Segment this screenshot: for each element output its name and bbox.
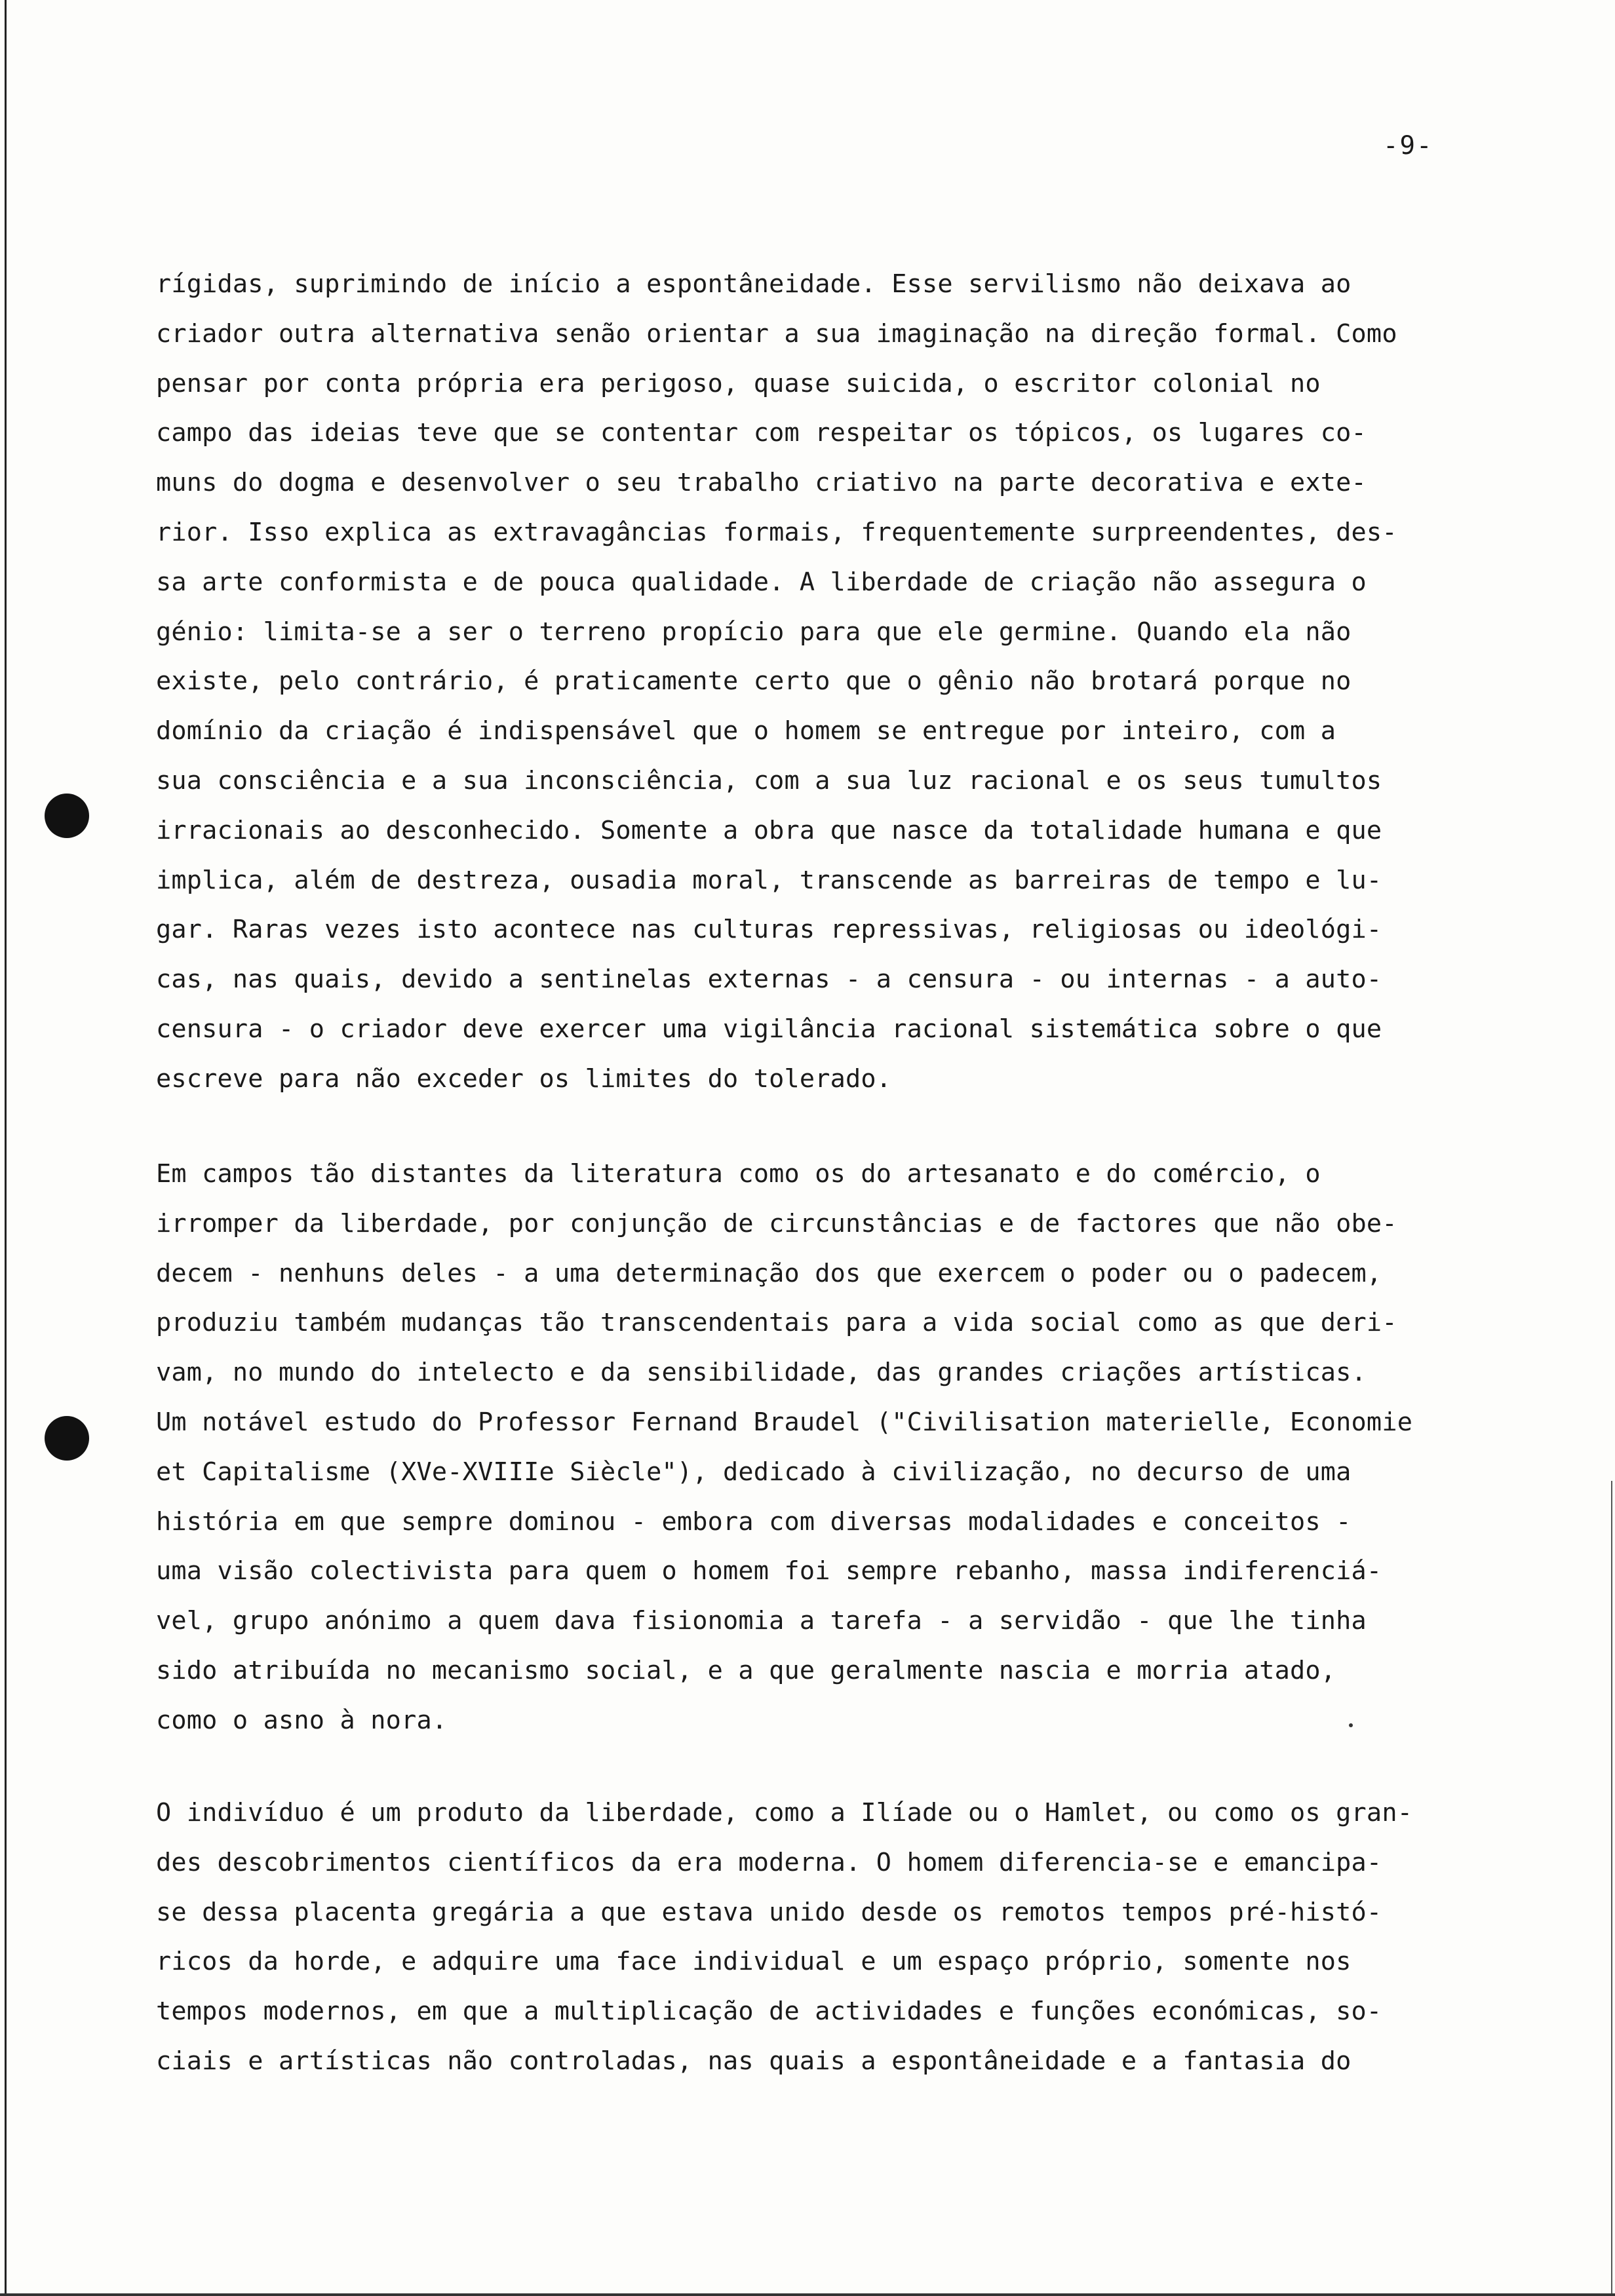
- text-line: domínio da criação é indispensável que o homem se entregue por inteiro, com a: [156, 716, 1336, 746]
- text-line: tempos modernos, em que a multiplicação de actividades e funções económicas, so-: [156, 1997, 1382, 2027]
- text-line: O indivíduo é um produto da liberdade, como a Ilíade ou o Hamlet, ou como os gran-: [156, 1798, 1413, 1827]
- text-line: censura - o criador deve exercer uma vigilância racional sistemática sobre o que: [156, 1014, 1382, 1044]
- right-edge-line: [1611, 1481, 1612, 2296]
- text-line: como o asno à nora.: [156, 1705, 448, 1735]
- text-line: ricos da horde, e adquire uma face individual e um espaço próprio, somente nos: [156, 1947, 1352, 1977]
- bottom-edge-line: [0, 2293, 1615, 2296]
- text-line: rígidas, suprimindo de início a espontâneidade. Esse servilismo não deixava ao: [156, 269, 1352, 299]
- text-line: rior. Isso explica as extravagâncias formais, frequentemente surpreendentes, des-: [156, 517, 1397, 547]
- text-line: campo das ideias teve que se contentar com respeitar os tópicos, os lugares co-: [156, 418, 1367, 448]
- text-line: sua consciência e a sua inconsciência, com a sua luz racional e os seus tumultos: [156, 765, 1382, 795]
- left-margin-line: [5, 0, 7, 2296]
- text-line: cas, nas quais, devido a sentinelas externas - a censura - ou internas - a auto-: [156, 965, 1382, 995]
- text-line: pensar por conta própria era perigoso, quase suicida, o escritor colonial no: [156, 368, 1321, 398]
- paragraph-1: [156, 259, 1552, 1104]
- text-line: produziu também mudanças tão transcendentais para a vida social como as que deri-: [156, 1308, 1397, 1338]
- text-line: irracionais ao desconhecido. Somente a obra que nasce da totalidade humana e que: [156, 815, 1382, 845]
- text-line: irromper da liberdade, por conjunção de circunstâncias e de factores que não obe-: [156, 1208, 1397, 1238]
- text-line: escreve para não exceder os limites do tolerado.: [156, 1063, 892, 1094]
- text-line: se dessa placenta gregária a que estava unido desde os remotos tempos pré-histó-: [156, 1897, 1382, 1927]
- text-line: vel, grupo anónimo a quem dava fisionomia a tarefa - a servidão - que lhe tinha: [156, 1606, 1367, 1636]
- text-line: sa arte conformista e de pouca qualidade. A liberdade de criação não assegura o: [156, 567, 1367, 597]
- text-line: criador outra alternativa senão orientar a sua imaginação na direção formal. Como: [156, 318, 1397, 349]
- text-line: implica, além de destreza, ousadia moral, transcende as barreiras de tempo e lu-: [156, 865, 1382, 895]
- text-line: uma visão colectivista para quem o homem foi sempre rebanho, massa indiferenciá-: [156, 1556, 1382, 1586]
- paragraph-3: [156, 1788, 1552, 2086]
- stray-mark: [1349, 1723, 1353, 1727]
- punch-hole-icon: [45, 1416, 89, 1461]
- text-line: existe, pelo contrário, é praticamente certo que o gênio não brotará porque no: [156, 666, 1352, 697]
- text-line: Em campos tão distantes da literatura como os do artesanato e do comércio, o: [156, 1159, 1321, 1189]
- paragraph-2: [156, 1149, 1552, 1746]
- text-line: decem - nenhuns deles - a uma determinação dos que exercem o poder ou o padecem,: [156, 1258, 1382, 1288]
- punch-hole-icon: [45, 794, 89, 838]
- page-number: -9-: [1383, 131, 1433, 161]
- text-line: des descobrimentos científicos da era moderna. O homem diferencia-se e emancipa-: [156, 1847, 1382, 1877]
- text-line: ciais e artísticas não controladas, nas quais a espontâneidade e a fantasia do: [156, 2046, 1352, 2076]
- text-line: sido atribuída no mecanismo social, e a que geralmente nascia e morria atado,: [156, 1655, 1336, 1685]
- text-line: génio: limita-se a ser o terreno propício para que ele germine. Quando ela não: [156, 617, 1352, 647]
- text-line: et Capitalisme (XVe-XVIIIe Siècle"), dedicado à civilização, no decurso de uma: [156, 1457, 1352, 1487]
- text-line: gar. Raras vezes isto acontece nas culturas repressivas, religiosas ou ideológi-: [156, 915, 1382, 945]
- text-line: Um notável estudo do Professor Fernand Braudel ("Civilisation materielle, Economie: [156, 1407, 1413, 1437]
- text-line: muns do dogma e desenvolver o seu trabalho criativo na parte decorativa e exte-: [156, 468, 1367, 498]
- text-line: vam, no mundo do intelecto e da sensibilidade, das grandes criações artísticas.: [156, 1358, 1367, 1388]
- text-line: história em que sempre dominou - embora com diversas modalidades e conceitos -: [156, 1506, 1352, 1537]
